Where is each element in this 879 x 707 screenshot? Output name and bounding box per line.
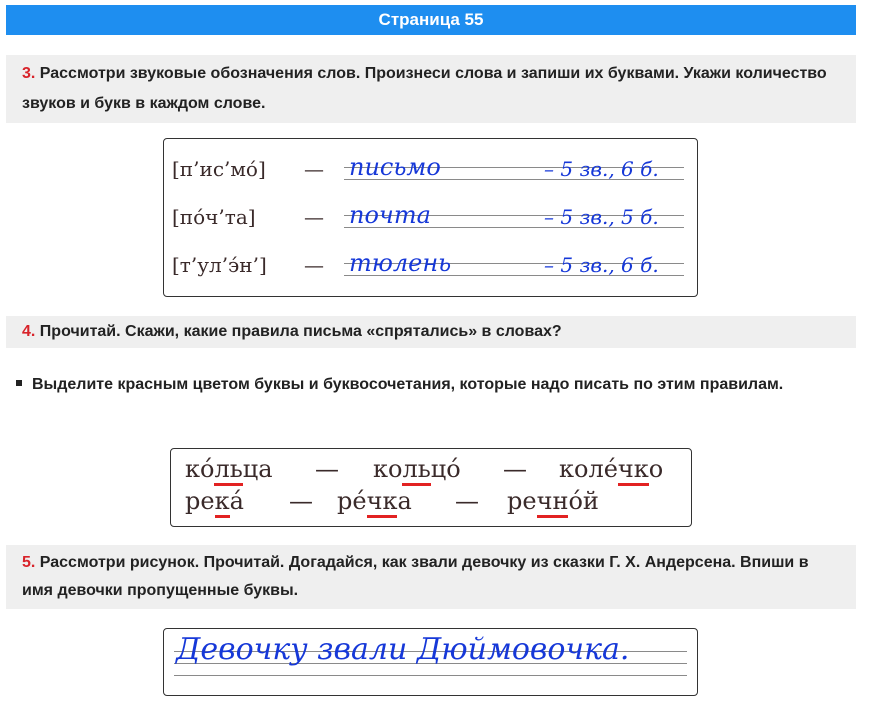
word-kolco: кольцо́ (373, 455, 461, 483)
word-rechka: ре́чка (337, 487, 412, 515)
page-header (6, 5, 856, 35)
word-rechnoy: речно́й (507, 487, 599, 515)
written-word-3: тюлень (349, 249, 452, 277)
dash: — (304, 205, 324, 229)
sound-letter-count-2: – 5 зв., 5 б. (544, 205, 659, 229)
sound-letter-count-1: – 5 зв., 6 б. (544, 157, 659, 181)
transcription-3: [т’ул’э́н’] (172, 253, 267, 277)
word-reka: река́ (185, 487, 244, 515)
word-kolca: ко́льца (185, 455, 273, 483)
dash: — (455, 487, 479, 515)
page-title: Страница 55 (378, 10, 484, 29)
task-5-header (6, 545, 856, 609)
task-5-text: Рассмотри рисунок. Прочитай. Догадайся, как звали девочку из сказки Г. Х. Андерсена. Впиши в имя девочки пропущенные буквы. (22, 554, 809, 599)
task-3-header (6, 55, 856, 123)
task-4-header (6, 316, 856, 348)
dash: — (315, 455, 339, 483)
task-5-number: 5. (22, 554, 36, 571)
task-4-instruction (16, 370, 836, 400)
task-5-answer: Девочку звали Дюймовочка. (176, 632, 630, 667)
written-word-1: письмо (349, 153, 441, 181)
written-word-2: почта (349, 201, 431, 229)
task-3-text: Рассмотри звуковые обозначения слов. Произнеси слова и запиши их буквами. Укажи количество звуков и букв в каждом слове. (22, 65, 827, 112)
task-4-instruction-text: Выделите красным цветом буквы и буквосочетания, которые надо писать по этим правилам. (32, 376, 784, 393)
dash: — (289, 487, 313, 515)
transcription-1: [п’ис’мо́] (172, 157, 266, 181)
task-4-text: Прочитай. Скажи, какие правила письма «спрятались» в словах? (39, 323, 562, 340)
task-3-number: 3. (22, 65, 36, 82)
word-kolechko: коле́чко (559, 455, 663, 483)
task-4-number: 4. (22, 323, 36, 340)
transcription-2: [по́ч’та] (172, 205, 256, 229)
dash: — (304, 253, 324, 277)
word-line-1 (185, 455, 685, 487)
task-3-answer-box (163, 138, 698, 297)
dash: — (503, 455, 527, 483)
dash: — (304, 157, 324, 181)
task-4-word-box (170, 448, 692, 527)
word-line-2 (185, 487, 685, 519)
sound-letter-count-3: – 5 зв., 6 б. (544, 253, 659, 277)
bullet-icon (16, 380, 22, 386)
